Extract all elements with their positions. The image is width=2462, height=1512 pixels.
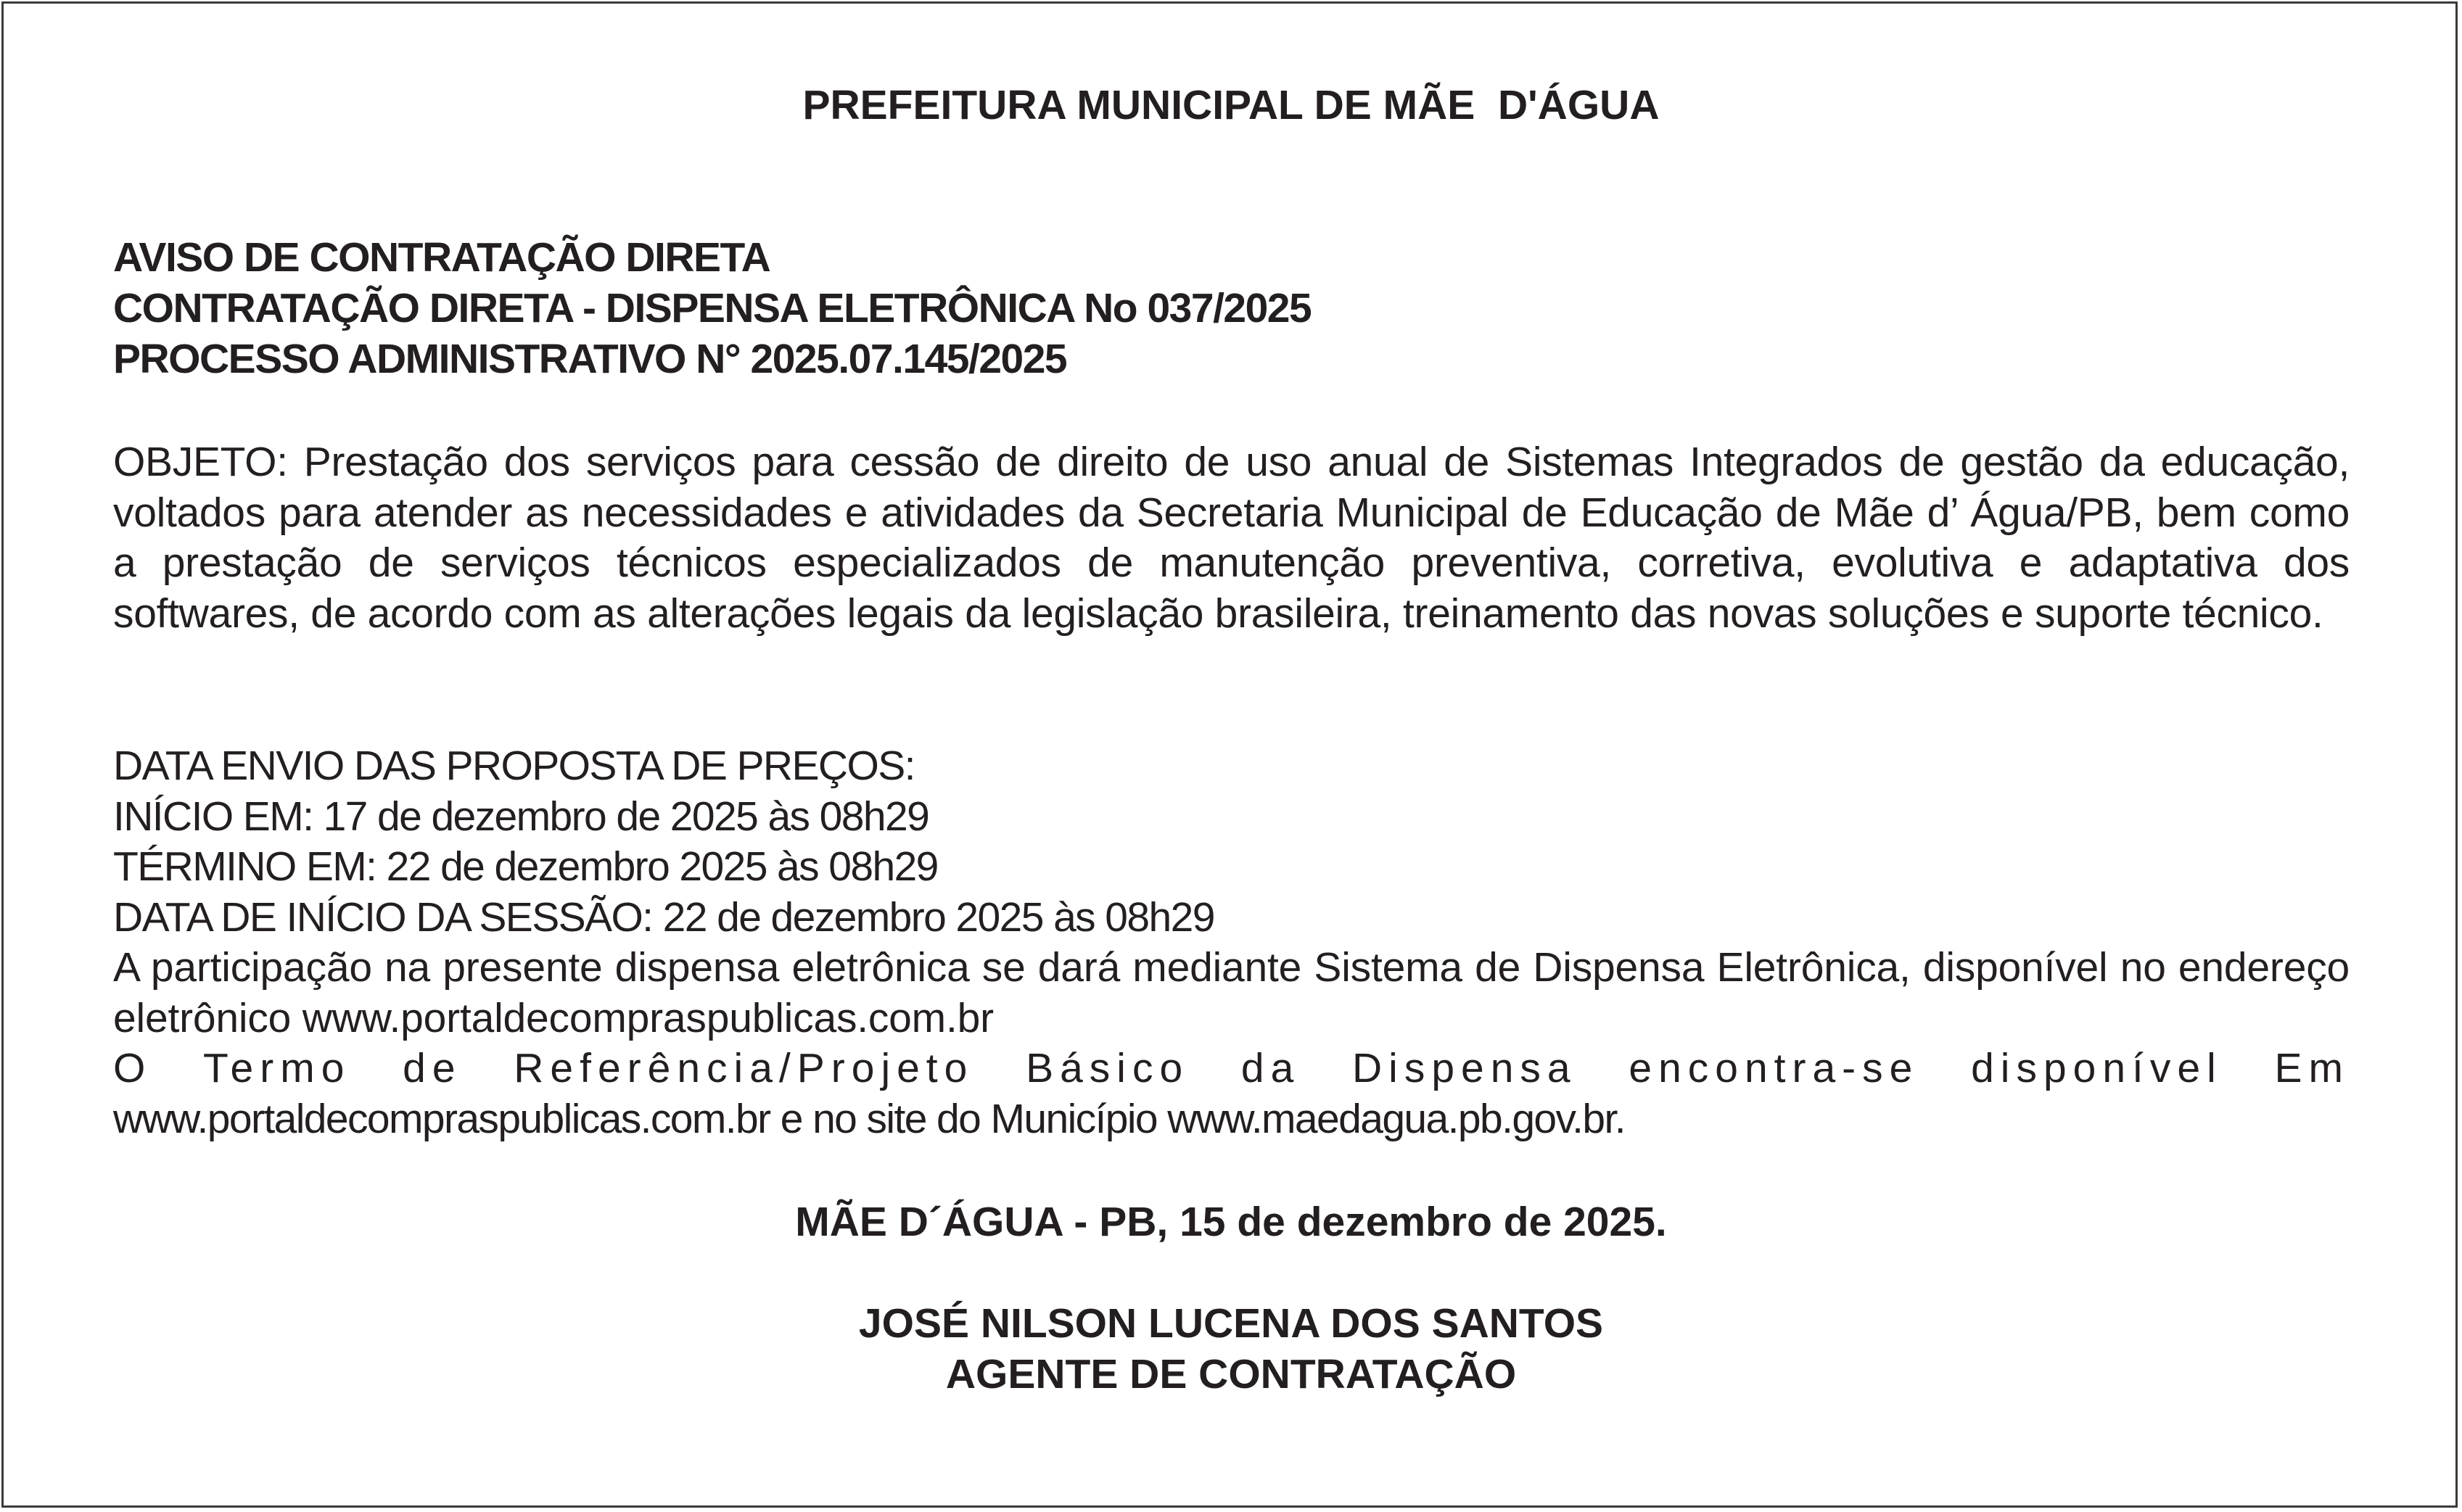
termo-line-1: O Termo de Referência/Projeto Básico da Dispensa encontra-se disponível Em [113,1045,2350,1091]
notice-heading-line-1: AVISO DE CONTRATAÇÃO DIRETA [113,234,770,281]
termo-line-2: www.portaldecompraspublicas.com.br e no site do Município www.maedagua.pb.gov.br. [113,1095,1625,1142]
notice-heading [113,232,2362,384]
municipality-title: PREFEITURA MUNICIPAL DE MÃE D'ÁGUA [802,82,1660,128]
notice-heading-line-3: PROCESSO ADMINISTRATIVO N° 2025.07.145/2025 [113,336,1067,382]
participacao-paragraph: A participação na presente dispensa eletrônica se dará mediante Sistema de Dispensa Eletrônica, disponível no endereço eletrônico www.portaldecompraspublicas.com.br [113,944,2350,1041]
notice-heading-line-2: CONTRATAÇÃO DIRETA - DISPENSA ELETRÔNICA No 037/2025 [113,285,1312,331]
termino-date: TÉRMINO EM: 22 de dezembro 2025 às 08h29 [113,843,938,890]
inicio-date: INÍCIO EM: 17 de dezembro de 2025 às 08h29 [113,793,929,840]
signer-name: JOSÉ NILSON LUCENA DOS SANTOS [858,1300,1604,1347]
sessao-date: DATA DE INÍCIO DA SESSÃO: 22 de dezembro 2025 às 08h29 [113,893,1214,941]
signer-role: AGENTE DE CONTRATAÇÃO [945,1351,1517,1397]
objeto-paragraph: OBJETO: Prestação dos serviços para cessão de direito de uso anual de Sistemas Integrados de gestão da educação, voltados para atender as necessidades e atividades da Secretaria Municipal de Educação de Mãe d’ Água/PB, bem como a prestação de serviços técnicos especializados de manutenção preventiva, corretiva, evolutiva e adaptativa dos softwares, de acordo com as alterações legais da legislação brasileira, treinamento das novas soluções e suporte técnico. [113,439,2350,637]
place-date: MÃE D´ÁGUA - PB, 15 de dezembro de 2025. [795,1199,1667,1245]
signature-block [0,1298,2462,1400]
dates-section [113,741,2350,1144]
envio-label: DATA ENVIO DAS PROPOSTA DE PREÇOS: [113,743,915,789]
